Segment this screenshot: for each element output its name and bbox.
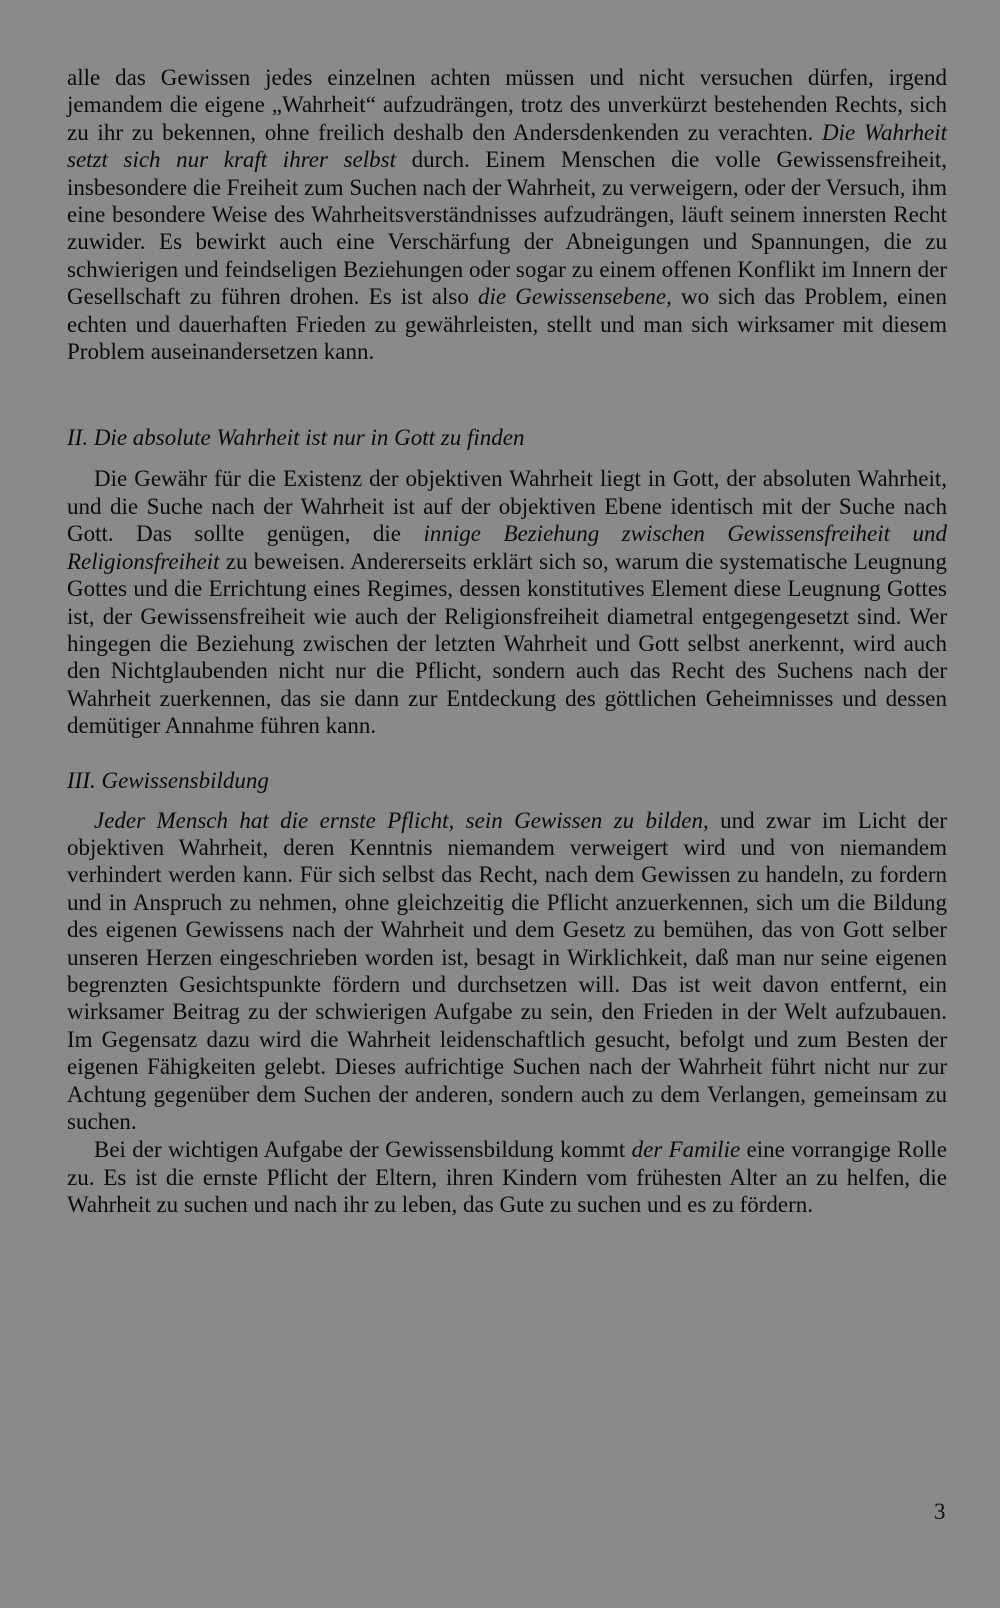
paragraph-text: Bei der wichtigen Aufgabe der Gewissensbildung kommt	[94, 1137, 632, 1163]
paragraph-text: alle das Gewissen jedes einzelnen achten müssen und nicht versuchen dürfen, irgend jemandem die eigene „Wahrheit“ aufzudrängen, trotz des unverkürzt bestehenden Rechts, sich zu ihr zu bekennen, ohne freilich deshalb den Andersdenkenden zu verachten.	[67, 65, 947, 145]
paragraph-intro	[67, 64, 947, 365]
paragraph-section-3	[67, 807, 947, 1136]
paragraph-section-3-family	[67, 1136, 947, 1218]
emphasis-text: der Familie	[631, 1137, 741, 1163]
page-body	[67, 64, 947, 1219]
section-heading-3: III. Gewissensbildung	[67, 767, 269, 793]
page-number: 3	[934, 1499, 946, 1524]
emphasis-text: Die Wahrheit setzt sich nur kraft ihrer selbst	[67, 119, 947, 173]
paragraph-text: durch. Einem Menschen die volle Gewissensfreiheit, insbesondere die Freiheit zum Suchen nach der Wahrheit, zu verweigern, oder der Versuch, ihm eine besondere Weise des Wahrheitsverständnisses aufzudrängen, läuft seinem innersten Recht zuwider. Es bewirkt auch eine Verschärfung der Abneigungen und Spannungen, die zu schwierigen und feindseligen Beziehungen oder sogar zu einem offenen Konflikt im Innern der Gesellschaft zu führen drohen. Es ist also	[67, 147, 947, 310]
paragraph-text: und zwar im Licht der objektiven Wahrheit, deren Kenntnis niemandem verweigert wird und von niemandem verhindert werden kann. Für sich selbst das Recht, nach dem Gewissen zu handeln, zu fordern und in Anspruch zu nehmen, ohne gleichzeitig die Pflicht anzuerkennen, sich um die Bildung des eigenen Gewissens nach der Wahrheit und dem Gesetz zu bemühen, das von Gott selber unseren Herzen eingeschrieben worden ist, besagt in Wirklichkeit, daß man nur seine eigenen begrenzten Gesichtspunkte fördern und durchsetzen will. Das ist weit davon entfernt, ein wirksamer Beitrag zu der schwierigen Aufgabe zu sein, den Frieden in der Welt aufzubauen. Im Gegensatz dazu wird die Wahrheit leidenschaftlich gesucht, befolgt und zum Besten der eigenen Fähigkeiten gelebt. Dieses aufrichtige Suchen nach der Wahrheit führt nicht nur zur Achtung gegenüber dem Suchen der anderen, sondern auch zu dem Verlangen, gemeinsam zu suchen.	[67, 807, 947, 1134]
paragraph-text: Die Gewähr für die Existenz der objektiven Wahrheit liegt in Gott, der absoluten Wahrheit, und die Suche nach der Wahrheit ist auf der objektiven Ebene identisch mit der Suche nach Gott. Das sollte genügen, die	[67, 466, 947, 547]
emphasis-text: die Gewissensebene,	[478, 284, 672, 310]
paragraph-text: zu beweisen. Andererseits erklärt sich so, warum die systematische Leugnung Gottes und die Errichtung eines Regimes, dessen konstitutives Element diese Leugnung Gottes ist, der Gewissensfreiheit wie auch der Religionsfreiheit diametral entgegengesetzt sind. Wer hingegen die Beziehung zwischen der letzten Wahrheit und Gott selbst anerkennt, wird auch den Nichtglaubenden nicht nur die Pflicht, sondern auch das Recht des Suchens nach der Wahrheit zuerkennen, das sie dann zur Entdeckung des göttlichen Geheimnisses und dessen demütiger Annahme führen kann.	[67, 548, 947, 739]
section-heading-2: II. Die absolute Wahrheit ist nur in Gott zu finden	[67, 425, 525, 451]
emphasis-text: Jeder Mensch hat die ernste Pflicht, sein Gewissen zu bilden,	[94, 807, 709, 833]
paragraph-section-2	[67, 465, 947, 739]
emphasis-text: innige Beziehung zwischen Gewissensfreiheit und Religionsfreiheit	[67, 521, 947, 574]
paragraph-text: eine vorrangige Rolle zu. Es ist die ernste Pflicht der Eltern, ihren Kindern vom frühesten Alter an zu helfen, die Wahrheit zu suchen und nach ihr zu leben, das Gute zu suchen und es zu fördern.	[67, 1137, 947, 1218]
paragraph-text: wo sich das Problem, einen echten und dauerhaften Frieden zu gewährleisten, stellt und man sich wirksamer mit diesem Problem auseinandersetzen kann.	[67, 284, 947, 365]
